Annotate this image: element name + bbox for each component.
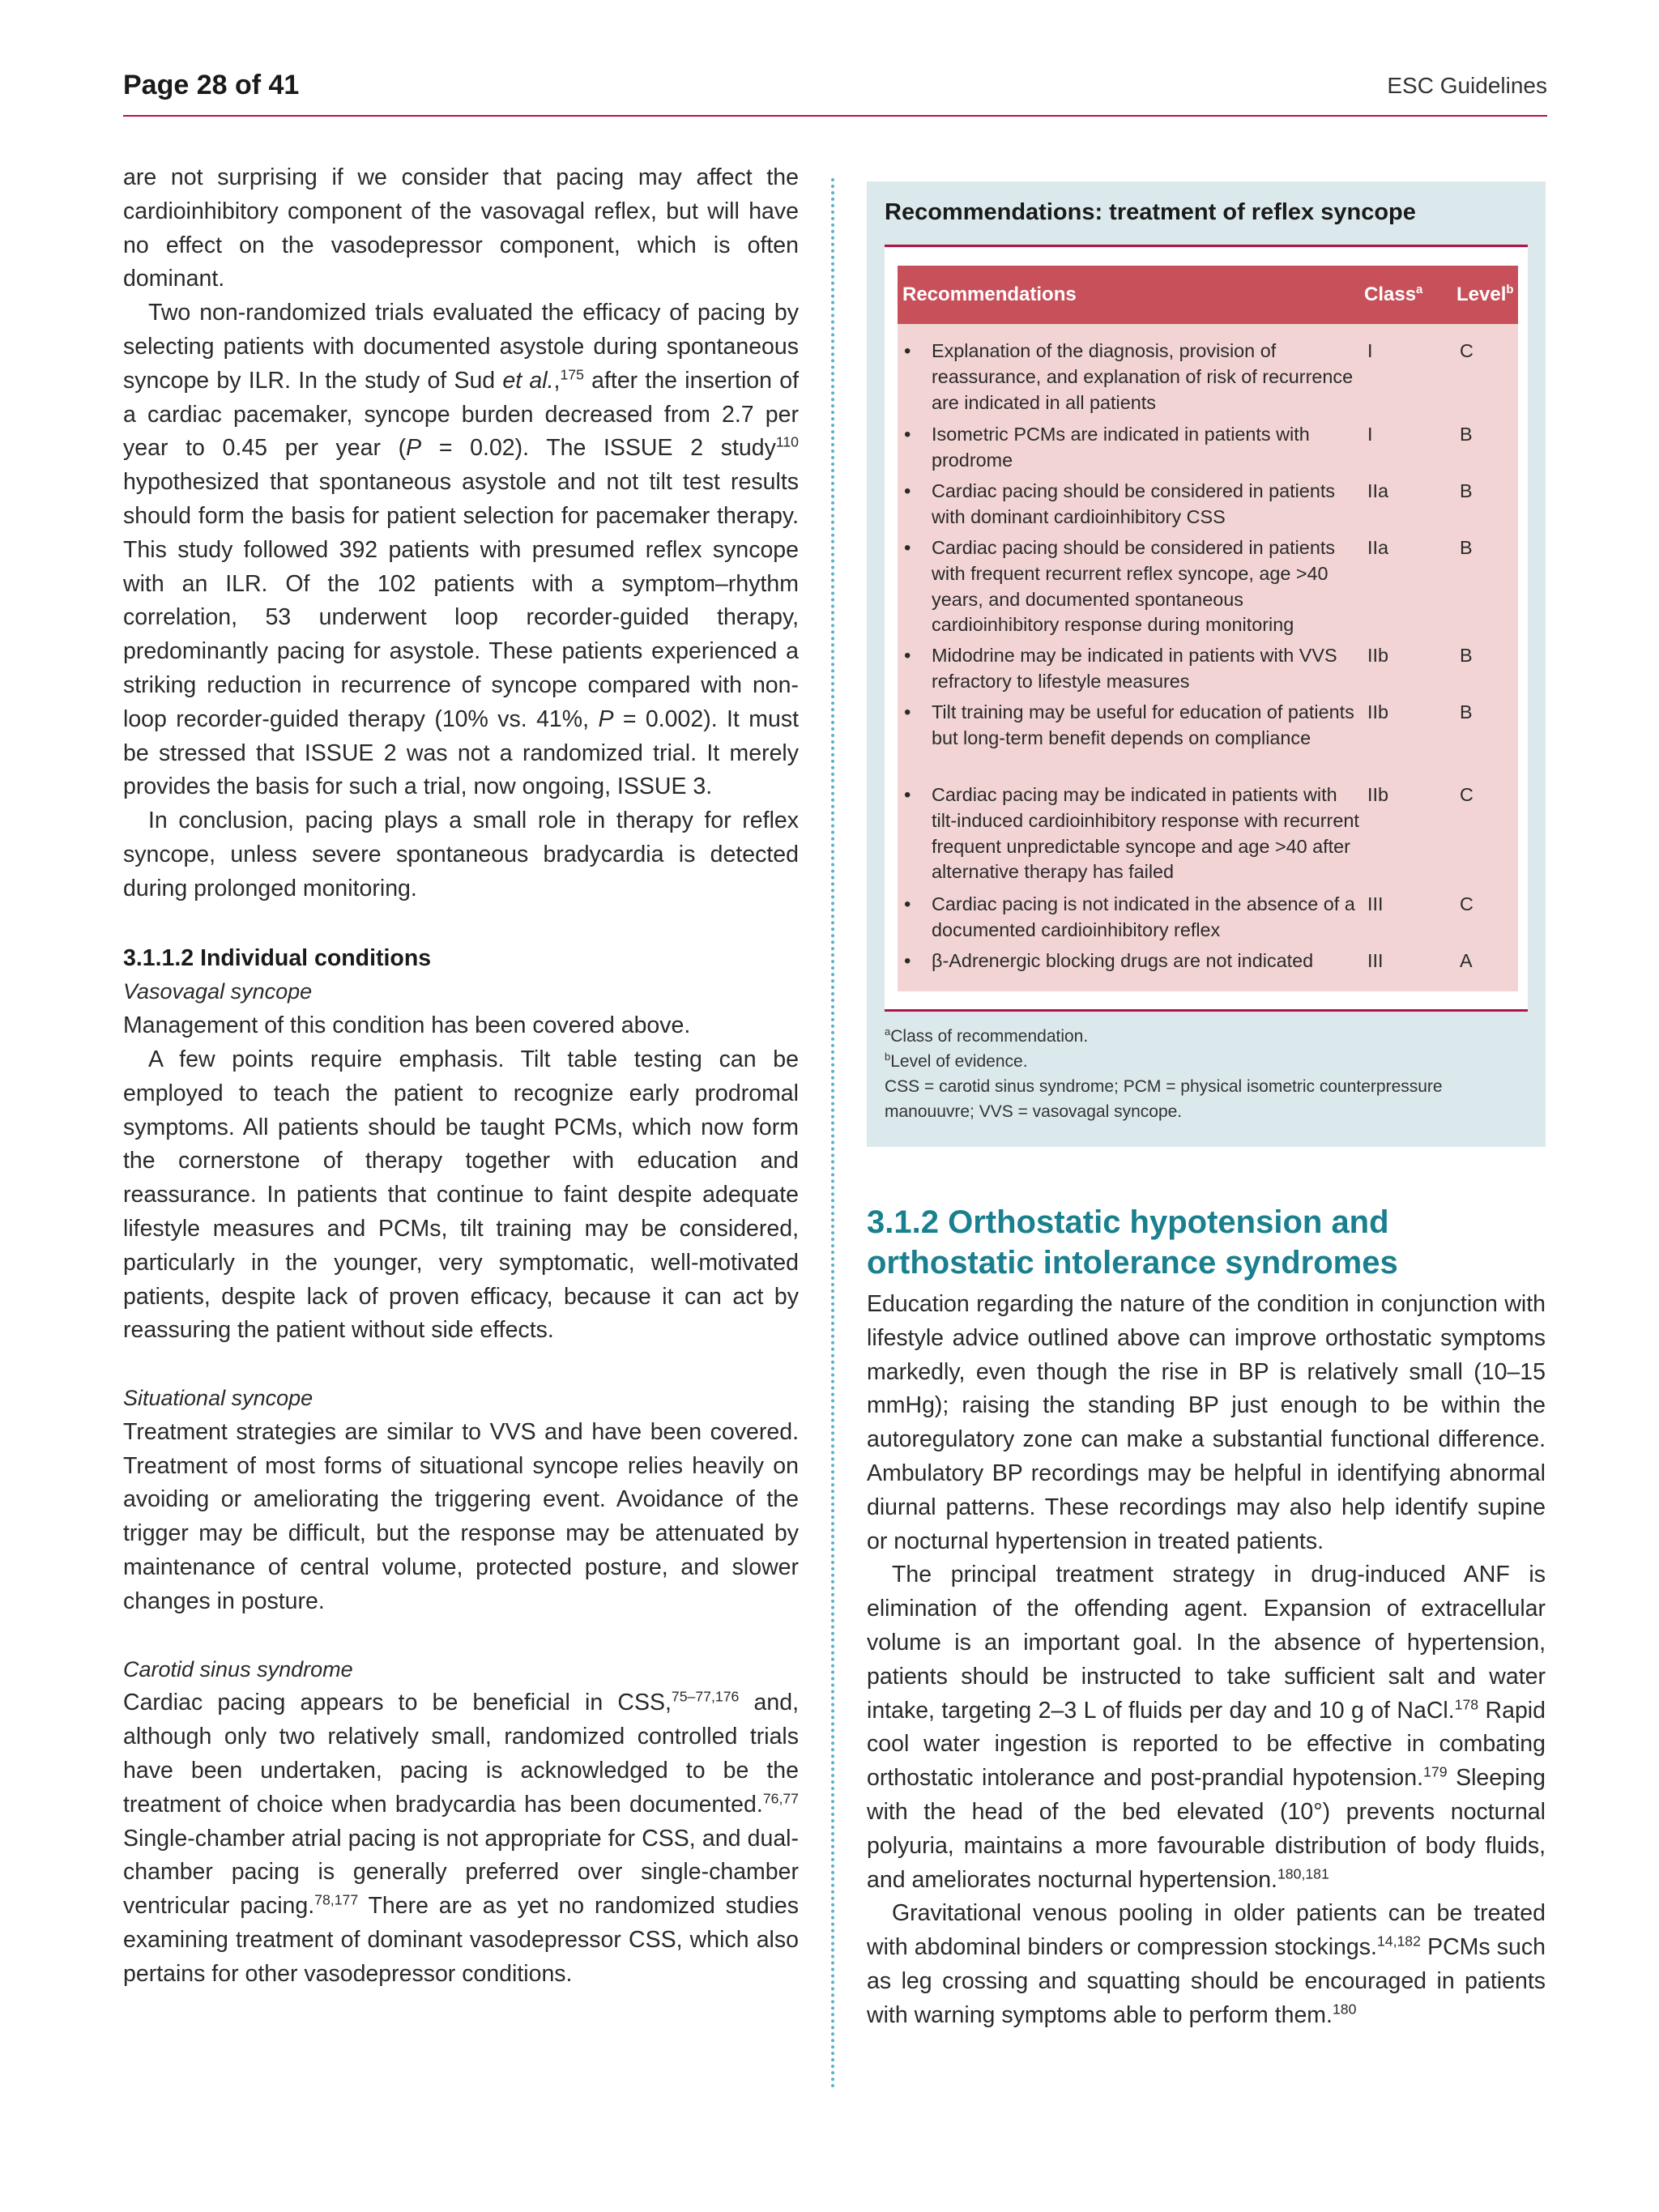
column-divider [831,178,834,2090]
paragraph: Treatment strategies are similar to VVS and have been covered. Treatment of most forms of situational syncope relies heavily on avoiding or ameliorating the triggering event. Avoidance of the trigger may be difficult, but the response may be attenuated by maintenance of central volume, protected posture, and slower changes in posture. [123,1418,799,1614]
subheading: Carotid sinus syndrome [123,1656,353,1681]
journal-title: ESC Guidelines [1387,73,1547,98]
header-class: Class$^a$ [1364,283,1423,305]
citation: 14,182 [1376,1933,1421,1950]
subheading: Situational syncope [123,1386,313,1411]
paragraph: A few points require emphasis. Tilt table testing can be employed to teach the patient to recognize early prodromal symptoms. All patients should be taught PCMs, which now form the cornerstone of therapy together with education and reassurance. In patients that continue to faint despite adequate lifestyle measures and PCMs, tilt training may be considered, particularly in the younger, very symptomatic, well-motivated patients, despite lack of proven efficacy, because it can act by reassuring the patient without side effects. [123,1046,799,1344]
table-header [898,266,1518,324]
recommendations-title: Recommendations: treatment of reflex syncope [885,199,1416,225]
citation: 75–77,176 [671,1688,740,1705]
table-footnotes [885,1024,1533,1124]
citation: 179 [1423,1763,1448,1780]
section-heading: 3.1.1.2 Individual conditions [123,944,432,971]
section-heading-orthostatic: 3.1.2 Orthostatic hypotension and orthostatic intolerance syndromes [867,1204,1398,1281]
page-number: Page 28 of 41 [123,70,300,100]
paragraph: Management of this condition has been covered above. [123,1012,691,1039]
paragraph: In conclusion, pacing plays a small role in therapy for reflex syncope, unless severe spontaneous bradycardia is detected during prolonged monitoring. [123,808,799,901]
citation: 110 [775,433,799,450]
citation: 76,77 [762,1790,799,1807]
header-recommendations: Recommendations [902,283,1077,305]
footnote: $^b$Level of evidence. [885,1051,1028,1071]
page-header [123,66,1547,117]
subheading: Vasovagal syncope [123,979,313,1004]
citation: 175 [560,366,584,383]
recommendations-box [867,181,1546,1147]
paragraph: Gravitational venous pooling in older patients can be treated with abdominal binders or compression stockings.$^{14,182}$ PCMs such as leg crossing and squatting should be encouraged in patients with warning symptoms able to perform them.$^{180}$ [867,1900,1546,2028]
divider-line [885,245,1528,247]
right-column [867,1288,1546,2033]
recommendations-table: Recommendations Class$^a$ Level$^b$ • Explanation of the diagnosis, provision of reassurance, and explanation of risk of recurrence are indicated in all patients I C • Isometric PCMs are indicated in patients with prodrome I B • Cardiac pacing should be considered in patients with dominant cardioinhibitory CSS IIa B • Cardiac pacing should be considered in patients with frequent recurrent reflex syncope, age >40 years, and documented spontaneous cardioinhibitory response during monitoring IIa B • Midodrine may be indicated in patients with VVS refractory to lifestyle measures IIb B • Tilt training may be useful for education of patients but long-term benefit depends on compliance IIb B • Cardiac pacing may be indicated in patients with tilt-induced cardioinhibitory response with recurrent frequent unpredictable syncope and age >40 after alternative therapy has failed IIb C • Cardiac pacing is not indicated in the absence of a documented cardioinhibitory reflex III C • β-Adrenergic blocking drugs are not indicated III A [898,266,1518,991]
header-level: Level$^b$ [1456,283,1514,305]
divider-line [885,1009,1528,1012]
footnote-abbreviations: CSS = carotid sinus syndrome; PCM = physical isometric counterpressure manouuvre; VVS = vasovagal syncope. [885,1077,1443,1121]
citation: 178 [1454,1696,1479,1713]
paragraph: Education regarding the nature of the condition in conjunction with lifestyle advice outlined above can improve orthostatic symptoms markedly, even though the rise in BP is relatively small (10–15 mmHg); raising the standing BP just enough to be within the autoregulatory zone can make a substantial functional difference. Ambulatory BP recordings may be helpful in identifying abnormal diurnal patterns. These recordings may also help identify supine or nocturnal hypertension in treated patients. [867,1291,1546,1554]
footnote: $^a$Class of recommendation. [885,1025,1089,1046]
paragraph: The principal treatment strategy in drug-induced ANF is elimination of the offending agent. Expansion of extracellular volume is an important goal. In the absence of hypertension, patients should be instructed to take sufficient salt and water intake, targeting 2–3 L of fluids per day and 10 g of NaCl.$^{178}$ Rapid cool water ingestion is reported to be effective in combating orthostatic intolerance and post-prandial hypotension.$^{179}$ Sleeping with the head of the bed elevated (10°) prevents nocturnal polyuria, maintains a more favourable distribution of body fluids, and ameliorates nocturnal hypertension.$^{180,181}$ [867,1562,1546,1893]
citation: 78,177 [314,1891,359,1908]
paragraph: Two non-randomized trials evaluated the efficacy of pacing by selecting patients with documented asystole during spontaneous syncope by ILR. In the study of Sud et al.,$^{175}$ after the insertion of a cardiac pacemaker, syncope burden decreased from 2.7 per year to 0.45 per year (P = 0.02). The ISSUE 2 study$^{110}$ hypothesized that spontaneous asystole and not tilt test results should form the basis for patient selection for pacemaker therapy. This study followed 392 patients with presumed reflex syncope with an ILR. Of the 102 patients with a symptom–rhythm correlation, 53 underwent loop recorder-guided therapy, predominantly pacing for asystole. These patients experienced a striking reduction in recurrence of syncope compared with non-loop recorder-guided therapy (10% vs. 41%, P = 0.002). It must be stressed that ISSUE 2 was not a randomized trial. It merely provides the basis for such a trial, now ongoing, ISSUE 3. [123,300,800,800]
paragraph: Cardiac pacing appears to be beneficial in CSS,$^{75-77,176}$ and, although only two relatively small, randomized controlled trials have been undertaken, pacing is acknowledged to be the treatment of choice when bradycardia has been documented.$^{76,77}$ Single-chamber atrial pacing is not appropriate for CSS, and dual-chamber pacing is generally preferred over single-chamber ventricular pacing.$^{78,177}$ There are as yet no randomized studies examining treatment of dominant vasodepressor CSS, which also pertains for other vasodepressor conditions. [123,1688,799,1987]
citation: 180 [1332,2001,1357,2018]
paragraph: are not surprising if we consider that pacing may affect the cardioinhibitory component of the vasovagal reflex, but will have no effect on the vasodepressor component, which is often dominant. [123,164,799,292]
left-column [123,161,799,1992]
citation: 180,181 [1277,1865,1329,1882]
